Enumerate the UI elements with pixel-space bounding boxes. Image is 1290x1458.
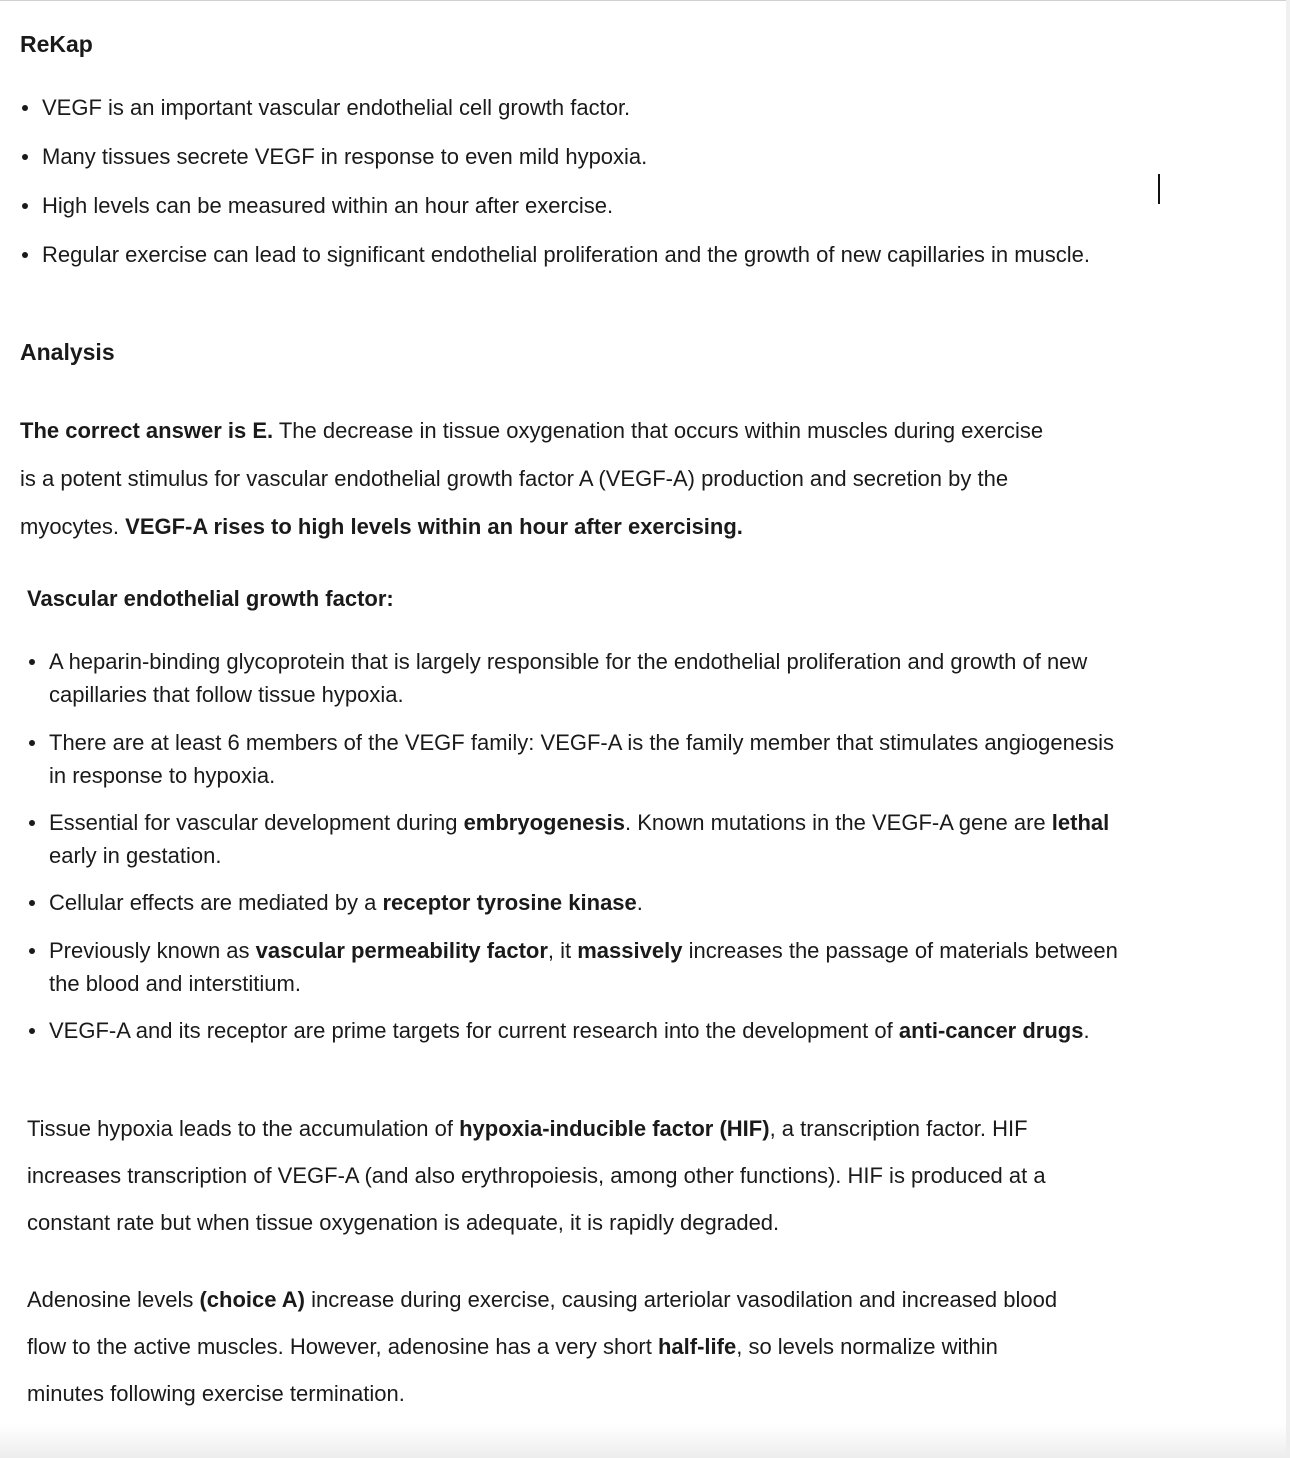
- rekap-heading: ReKap: [20, 31, 93, 57]
- text-span: .: [636, 890, 643, 915]
- hif-paragraph: [27, 1105, 1067, 1246]
- bold-term: embryogenesis: [463, 810, 625, 835]
- rekap-item: High levels can be measured within an hour after exercise.: [20, 189, 1120, 222]
- vegf-heading: Vascular endothelial growth factor:: [27, 586, 394, 611]
- bold-term: half-life: [657, 1334, 737, 1359]
- text-span: .: [1083, 1018, 1090, 1043]
- bold-term: hypoxia-inducible factor (HIF): [459, 1116, 770, 1141]
- vegf-item: [27, 934, 1127, 1000]
- text-span: Adenosine levels: [27, 1287, 200, 1312]
- analysis-heading: Analysis: [20, 339, 115, 365]
- answer-text: The decrease in tissue oxygenation that occurs within muscles during exercise is a potent stimulus for vascular endothelial growth factor A (VEGF-A) production and secretion by the myocytes.: [20, 418, 1044, 539]
- answer-lead: The correct answer is E.: [20, 418, 274, 443]
- vegf-item: [27, 806, 1127, 872]
- vegf-item: [27, 1014, 1127, 1047]
- text-span: , so levels normalize within minutes following exercise termination.: [27, 1334, 998, 1406]
- rekap-item: Many tissues secrete VEGF in response to even mild hypoxia.: [20, 140, 1120, 173]
- vegf-item: There are at least 6 members of the VEGF family: VEGF-A is the family member that stimulates angiogenesis in response to hypoxia.: [27, 726, 1127, 792]
- rekap-item: VEGF is an important vascular endothelial cell growth factor.: [20, 91, 1120, 124]
- rekap-list: [20, 91, 1120, 271]
- text-span: Tissue hypoxia leads to the accumulation of: [27, 1116, 460, 1141]
- text-span: early in gestation.: [49, 843, 222, 868]
- bold-term: (choice A): [199, 1287, 305, 1312]
- scroll-edge: [1286, 0, 1290, 1458]
- bold-term: massively: [577, 938, 683, 963]
- answer-highlight: VEGF-A rises to high levels within an hour after exercising.: [125, 514, 743, 539]
- text-span: , it: [547, 938, 578, 963]
- text-span: increase during exercise, causing arteriolar vasodilation and increased blood flow to the active muscles. However, adenosine has a very short: [27, 1287, 1058, 1359]
- text-span: Essential for vascular development during: [49, 810, 464, 835]
- vegf-list: [27, 645, 1127, 1047]
- text-span: Cellular effects are mediated by a: [49, 890, 383, 915]
- text-span: Previously known as: [49, 938, 256, 963]
- bottom-fade: [0, 1424, 1290, 1458]
- bold-term: vascular permeability factor: [255, 938, 548, 963]
- text-span: VEGF-A and its receptor are prime targets for current research into the development of: [49, 1018, 899, 1043]
- bold-term: lethal: [1051, 810, 1110, 835]
- vegf-item: A heparin-binding glycoprotein that is largely responsible for the endothelial proliferation and growth of new capillaries that follow tissue hypoxia.: [27, 645, 1127, 711]
- vegf-item: [27, 886, 1127, 919]
- rekap-item: Regular exercise can lead to significant endothelial proliferation and the growth of new capillaries in muscle.: [20, 238, 1120, 271]
- text-span: . Known mutations in the VEGF-A gene are: [624, 810, 1052, 835]
- top-border: [0, 0, 1290, 1]
- analysis-paragraph: [20, 407, 1060, 551]
- text-span: , a transcription factor. HIF increases transcription of VEGF-A (and also erythropoiesis, among other functions). HIF is produced at a constant rate but when tissue oxygenation is adequate, it is rapidly degraded.: [27, 1116, 1046, 1235]
- text-span: increases the passage of materials between the blood and interstitium.: [49, 938, 1118, 996]
- bold-term: anti-cancer drugs: [898, 1018, 1084, 1043]
- adenosine-paragraph: [27, 1276, 1077, 1417]
- text-cursor: [1158, 174, 1160, 204]
- bold-term: receptor tyrosine kinase: [382, 890, 637, 915]
